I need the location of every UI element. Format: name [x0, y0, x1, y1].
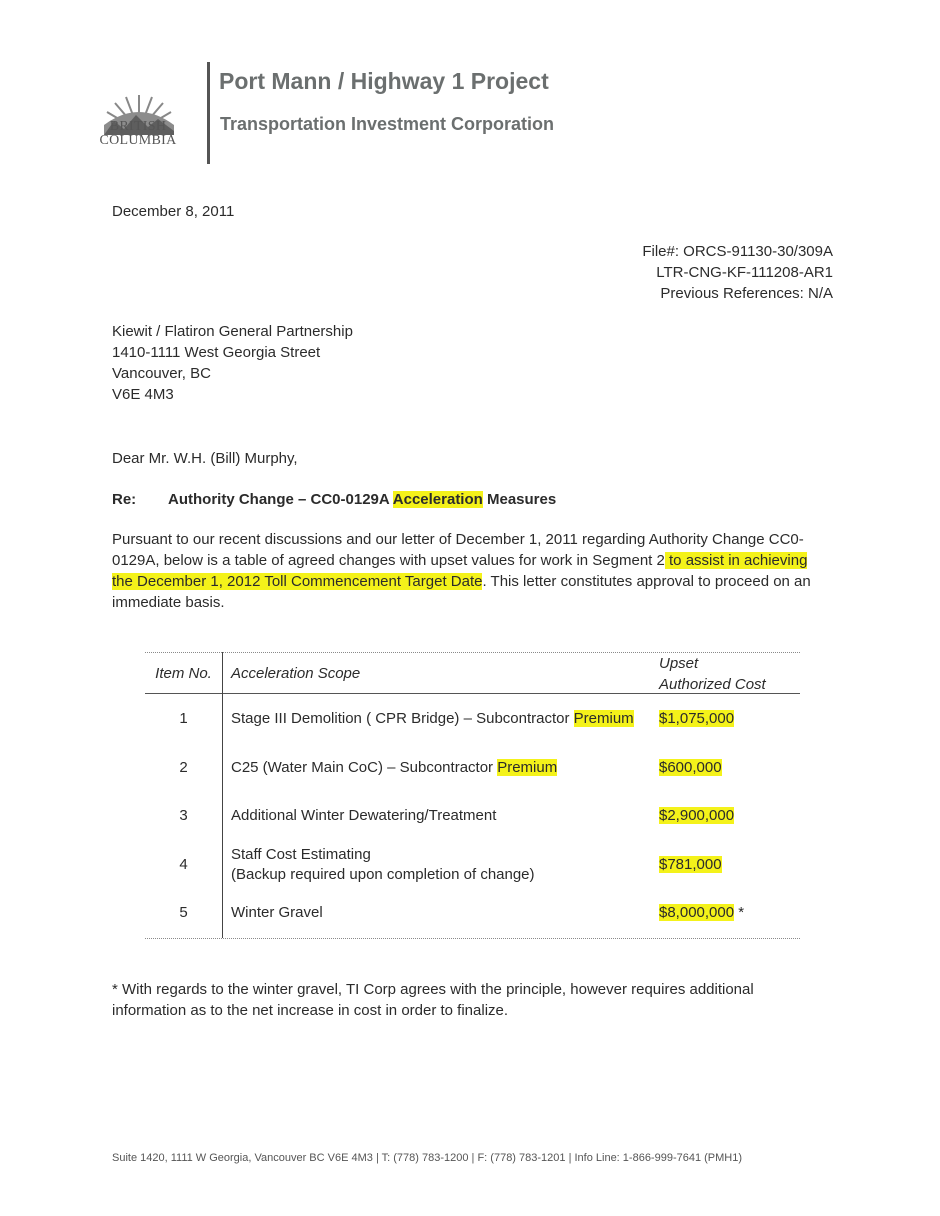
row-5-item-no: 5 [179, 904, 188, 921]
row-3-cost [659, 806, 734, 826]
row-2-item-no: 2 [179, 759, 188, 776]
table-column-divider [222, 652, 223, 938]
salutation: Dear Mr. W.H. (Bill) Murphy, [112, 450, 298, 467]
re-subject-text-end: Measures [482, 491, 557, 508]
file-number: File#: ORCS-91130-30/309A [642, 243, 833, 260]
re-label: Re: [112, 491, 137, 508]
letter-date: December 8, 2011 [112, 203, 235, 220]
row-2-scope-highlight: Premium [497, 759, 558, 776]
row-4-item-no: 4 [179, 856, 188, 873]
row-1-item-no: 1 [179, 710, 188, 727]
row-3-cost-value: $2,900,000 [659, 807, 735, 824]
header-upset-line2: Authorized Cost [659, 676, 766, 693]
footnote: * With regards to the winter gravel, TI Corp agrees with the principle, however requires additional information as to the net increase in cost in order to finalize. [112, 981, 754, 1019]
address-line: V6E 4M3 [112, 386, 174, 403]
header-item-no: Item No. [155, 665, 212, 682]
header-acceleration-scope: Acceleration Scope [231, 665, 361, 682]
body-paragraph [112, 529, 832, 613]
letterhead-title: Port Mann / Highway 1 Project [219, 68, 549, 94]
row-4-scope-line2: (Backup required upon completion of change) [231, 866, 535, 883]
row-3-scope: Additional Winter Dewatering/Treatment [231, 807, 497, 824]
recipient-address [112, 321, 353, 405]
row-2-scope [231, 758, 651, 778]
row-2-cost [659, 758, 722, 778]
logo-wordmark [92, 120, 184, 148]
body-text-end: . This letter constitutes approval to proceed on an immediate basis. [112, 573, 811, 611]
re-subject-highlight: Acceleration [392, 491, 483, 508]
row-4-scope [231, 845, 651, 885]
row-2-scope-text: C25 (Water Main CoC) – Subcontractor [231, 759, 498, 776]
logo-text-line2: COLUMBIA [99, 133, 177, 148]
row-4-cost [659, 855, 722, 875]
address-line: 1410-1111 West Georgia Street [112, 344, 321, 361]
row-2-cost-value: $600,000 [659, 759, 722, 776]
body-text: Pursuant to our recent discussions and our letter of December 1, 2011 regarding Authority Change CC0-0129A, below is a table of agreed changes with upset values for work in Segment 2 [112, 531, 804, 569]
file-references [560, 241, 833, 304]
re-subject-text: Authority Change – CC0-0129A [168, 491, 393, 508]
row-1-cost-value: $1,075,000 [659, 710, 735, 727]
row-5-cost-value: $8,000,000 [659, 904, 735, 921]
address-line: Kiewit / Flatiron General Partnership [112, 323, 353, 340]
letterhead-subtitle: Transportation Investment Corporation [220, 114, 555, 134]
page-footer: Suite 1420, 1111 W Georgia, Vancouver BC V6E 4M3 | T: (778) 783-1200 | F: (778) 783-1201 | Info Line: 1-866-999-7641 (PMH1) [112, 1152, 743, 1164]
row-1-scope-text: Stage III Demolition ( CPR Bridge) – Subcontractor [231, 710, 574, 727]
table-bottom-border [145, 938, 800, 939]
row-4-scope-line1: Staff Cost Estimating [231, 846, 371, 863]
header-upset-cost [659, 653, 766, 695]
row-5-cost [659, 903, 744, 923]
row-4-cost-value: $781,000 [659, 856, 722, 873]
previous-references: Previous References: N/A [660, 285, 833, 302]
row-1-scope-highlight: Premium [573, 710, 634, 727]
re-subject [168, 489, 556, 510]
row-5-scope: Winter Gravel [231, 904, 323, 921]
body-highlight: to assist in achieving the December 1, 2012 Toll Commencement Target Date [112, 552, 808, 590]
row-5-cost-asterisk: * [734, 904, 745, 921]
address-line: Vancouver, BC [112, 365, 211, 382]
letterhead-divider [207, 62, 210, 164]
row-1-cost [659, 709, 734, 729]
row-3-item-no: 3 [179, 807, 188, 824]
letter-reference: LTR-CNG-KF-111208-AR1 [656, 264, 833, 281]
row-1-scope [231, 709, 651, 729]
header-upset-line1: Upset [659, 655, 699, 672]
logo-text-line1: BRITISH [109, 119, 167, 134]
